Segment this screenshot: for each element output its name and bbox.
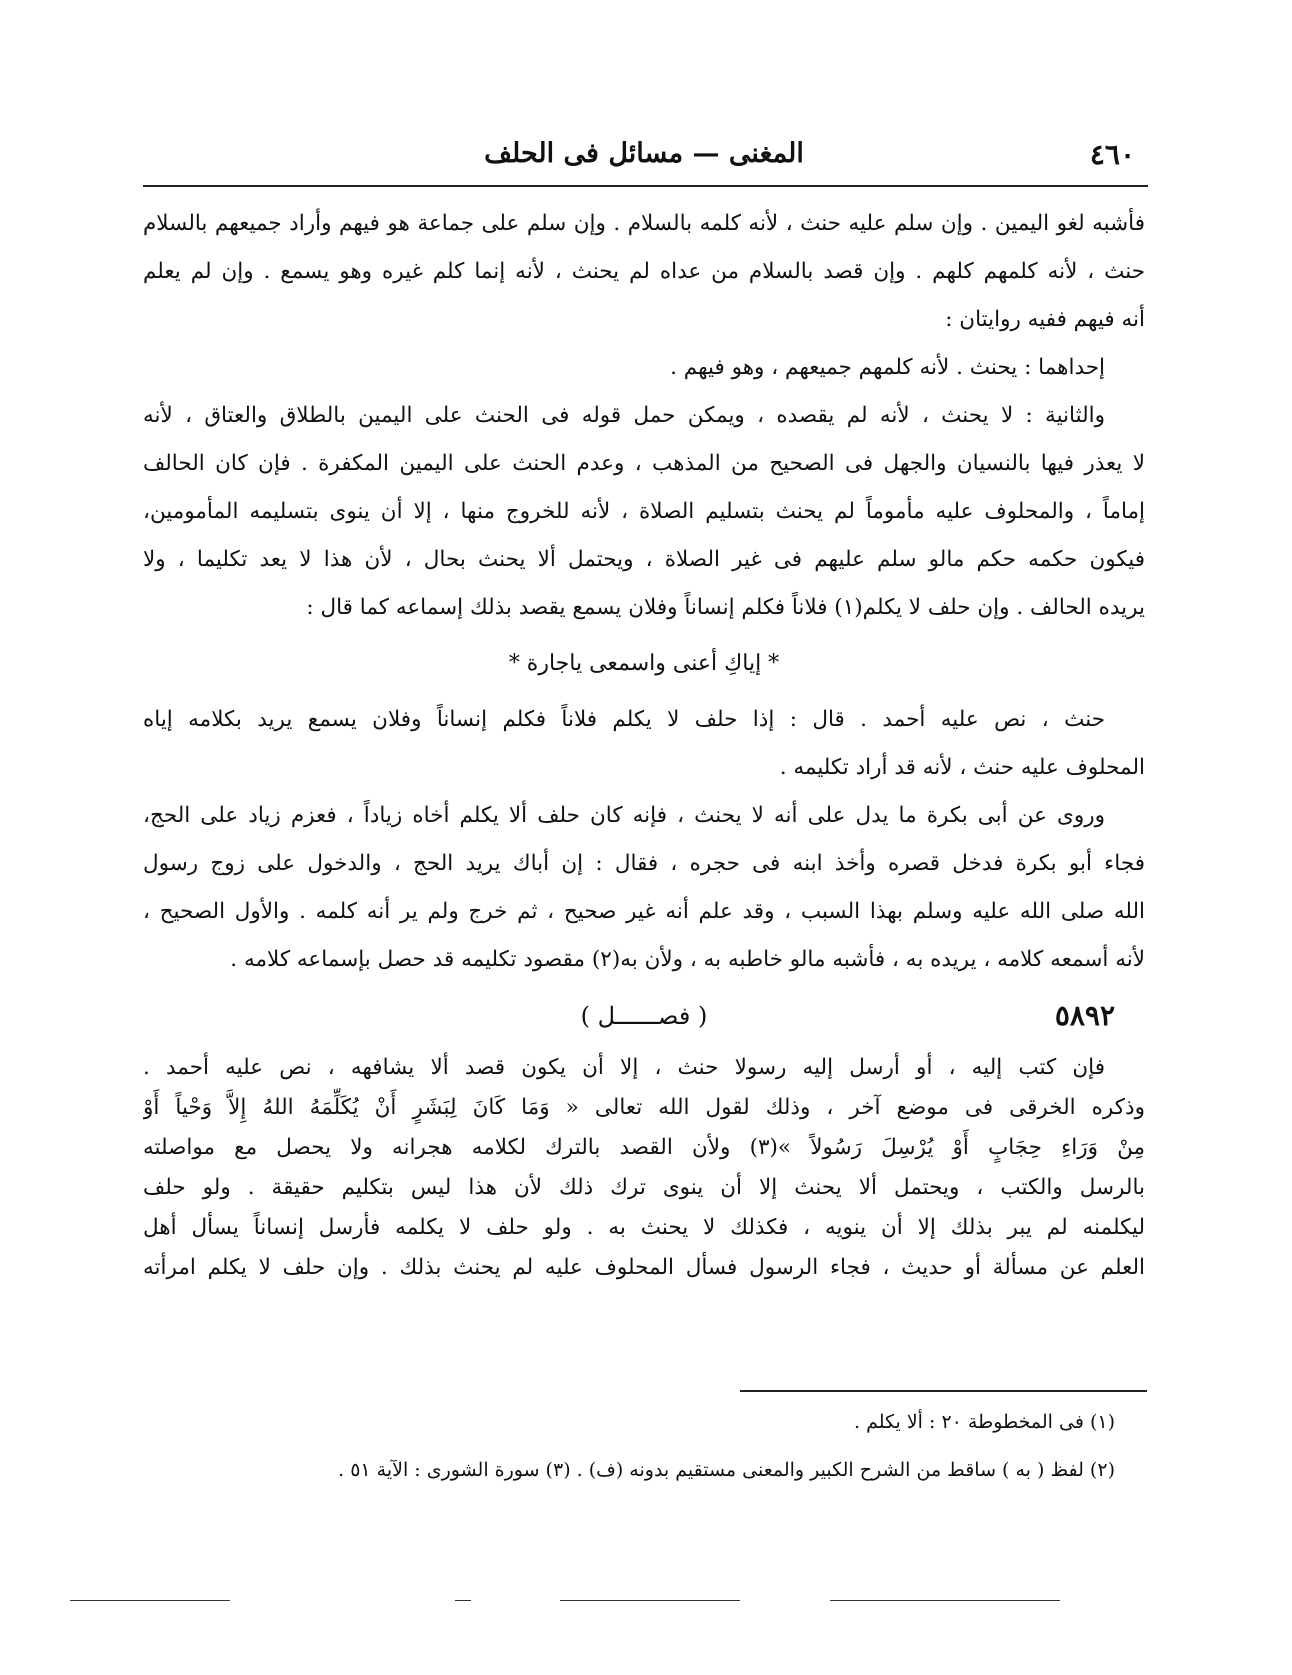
section-title: ( فصــــــل ) — [580, 1002, 708, 1030]
text-line: العلم عن مسألة أو حديث ، فجاء الرسول فسأل المحلوف عليه لم يحنث بذلك . وإن حلف لا يكلم امرأته — [143, 1255, 1145, 1280]
footnote-rule — [740, 1390, 1147, 1392]
text-line: وروى عن أبى بكرة ما يدل على أنه لا يحنث ، فإنه كان حلف ألا يكلم أخاه زياداً ، فعزم زياد على الحج، — [143, 803, 1105, 828]
text-line: حنث ، لأنه كلمهم كلهم . وإن قصد بالسلام من عداه لم يحنث ، لأنه إنما كلم غيره وهو يسمع . وإن لم يعلم — [143, 259, 1145, 284]
paragraph — [143, 1048, 1145, 1288]
text-line: إحداهما : يحنث . لأنه كلمهم جميعهم ، وهو فيهم . — [670, 355, 1105, 380]
footnotes — [143, 1398, 1145, 1494]
text-line: فيكون حكمه حكم مالو سلم عليهم فى غير الصلاة ، ويحتمل ألا يحنث بحال ، لأن هذا لا يعد تكليما ، ولا — [143, 547, 1145, 572]
bottom-rule — [560, 1600, 740, 1601]
text-line: بالرسل والكتب ، ويحتمل ألا يحنث إلا أن ينوى ترك ذلك لأن هذا ليس بتكليم حقيقة . ولو حلف — [143, 1175, 1145, 1200]
text-line: لأنه أسمعه كلامه ، يريده به ، فأشبه مالو خاطبه به ، ولأن به(٢) مقصود تكليمه قد حصل بإسماعه كلامه . — [230, 947, 1145, 972]
text-line: إماماً ، والمحلوف عليه مأموماً لم يحنث بتسليم الصلاة ، لأنه للخروج منها ، إلا أن ينوى بتسليمه المأمومين، — [143, 499, 1145, 524]
text-line: وذكره الخرقى فى موضع آخر ، وذلك لقول الله تعالى « وَمَا كَانَ لِبَشَرٍ أَنْ يُكَلِّمَهُ اللهُ إِلاَّ وَحْياً أَوْ — [143, 1095, 1145, 1120]
text-line: أنه فيهم ففيه روايتان : — [945, 307, 1145, 332]
running-title: المغنى — مسائل فى الحلف — [484, 138, 804, 169]
text-line: حنث ، نص عليه أحمد . قال : إذا حلف لا يكلم فلاناً فكلم إنساناً وفلان يسمع يريد بكلامه إياه — [143, 707, 1105, 732]
text-line: لا يعذر فيها بالنسيان والجهل فى الصحيح من المذهب ، وعدم الحنث على اليمين المكفرة . فإن كان الحالف — [143, 451, 1145, 476]
bottom-rule — [70, 1600, 230, 1601]
text-line: مِنْ وَرَاءِ حِجَابٍ أَوْ يُرْسِلَ رَسُولاً »(٣) ولأن القصد بالترك لكلامه هجرانه ولا يحصل مع مواصلته — [143, 1135, 1145, 1160]
header-rule — [143, 185, 1148, 187]
text-line: والثانية : لا يحنث ، لأنه لم يقصده ، ويمكن حمل قوله فى الحنث على اليمين بالطلاق والعتاق ، لأنه — [143, 403, 1105, 428]
poetry-verse: * إياكِ أعنى واسمعى ياجارة * — [508, 651, 780, 676]
page-header — [143, 138, 1145, 178]
text-line: فجاء أبو بكرة فدخل قصره وأخذ ابنه فى حجره ، فقال : إن أباك يريد الحج ، والدخول على زوج رسول — [143, 851, 1145, 876]
footnote: (٢) لفظ ( به ) ساقط من الشرح الكبير والمعنى مستقيم بدونه (ف) . (٣) سورة الشورى : الآية ٥١ . — [338, 1459, 1115, 1481]
section-number: ٥٨٩٢ — [1054, 999, 1115, 1032]
text-line: يريده الحالف . وإن حلف لا يكلم(١) فلاناً فكلم إنساناً وفلان يسمع يقصد بذلك إسماعه كما قال : — [306, 595, 1145, 620]
text-line: الله صلى الله عليه وسلم بهذا السبب ، وقد علم أنه غير صحيح ، ثم خرج ولم ير أنه كلمه . والأول الصحيح ، — [143, 899, 1145, 924]
text-line: المحلوف عليه حنث ، لأنه قد أراد تكليمه . — [779, 755, 1145, 780]
paragraph — [143, 792, 1145, 984]
page-number: ٤٦٠ — [1089, 138, 1135, 171]
paragraph — [143, 392, 1145, 632]
paragraph — [143, 200, 1145, 344]
section-heading — [143, 984, 1145, 1048]
text-line: فإن كتب إليه ، أو أرسل إليه رسولا حنث ، إلا أن يكون قصد ألا يشافهه ، نص عليه أحمد . — [143, 1055, 1105, 1080]
footnote: (١) فى المخطوطة ٢٠ : ألا يكلم . — [854, 1411, 1115, 1433]
bottom-rule — [455, 1600, 471, 1601]
bottom-rule — [830, 1600, 1060, 1601]
text-line: ليكلمنه لم يبر بذلك إلا أن ينويه ، فكذلك لا يحنث به . ولو حلف لا يكلمه فأرسل إنساناً يسأل أهل — [143, 1215, 1145, 1240]
paragraph — [143, 696, 1145, 792]
text-line: فأشبه لغو اليمين . وإن سلم عليه حنث ، لأنه كلمه بالسلام . وإن سلم على جماعة هو فيهم وأراد جميعهم بالسلام — [143, 211, 1145, 236]
paragraph — [143, 344, 1145, 392]
main-text — [143, 200, 1145, 1288]
